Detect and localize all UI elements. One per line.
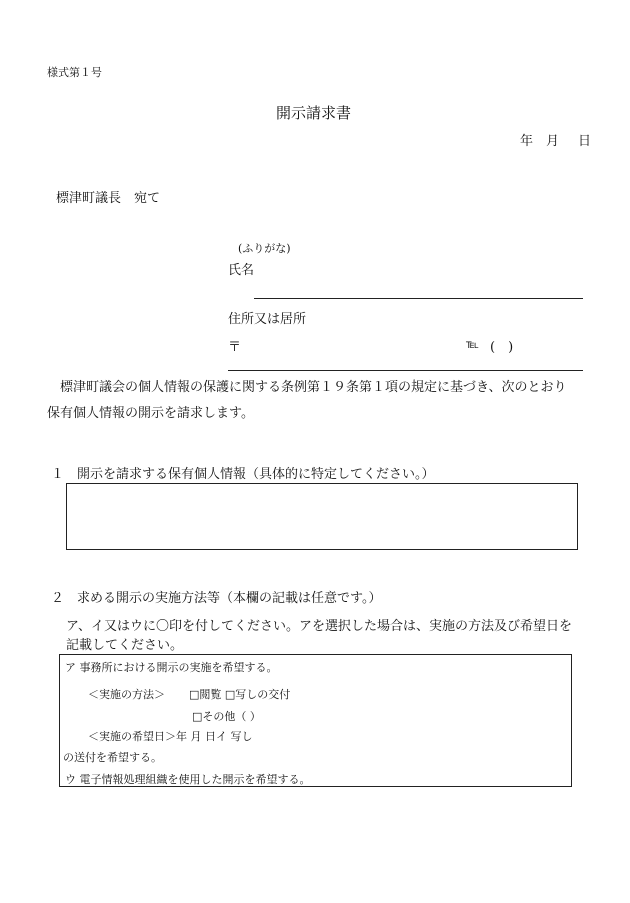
section1-input-box[interactable] xyxy=(66,483,578,550)
address-field-line[interactable] xyxy=(228,370,583,371)
option-a[interactable]: ア 事務所における開示の実施を希望する。 xyxy=(65,661,278,674)
method-label: ＜実施の方法＞ xyxy=(88,688,165,701)
page-title: 開示請求書 xyxy=(276,104,352,122)
section2-instruction-1: ア、イ又はウに〇印を付してください。アを選択した場合は、実施の方法及び希望日を xyxy=(66,619,572,634)
date-year: 年 xyxy=(520,134,534,149)
date-month: 月 xyxy=(546,134,560,149)
intro-line-1: 標津町議会の個人情報の保護に関する条例第１９条第１項の規定に基づき、次のとおり xyxy=(60,380,567,395)
section2-options-box xyxy=(59,654,572,787)
option-c[interactable]: ウ 電子情報処理組織を使用した開示を希望する。 xyxy=(65,773,311,786)
tel-parens: ( ) xyxy=(490,340,514,355)
furigana-label: (ふりがな) xyxy=(238,242,291,255)
name-field-line[interactable] xyxy=(254,298,583,299)
send-line: の送付を希望する。 xyxy=(63,751,162,764)
tel-label: ℡ xyxy=(466,337,479,351)
intro-line-2: 保有個人情報の開示を請求します。 xyxy=(47,406,254,421)
name-label: 氏名 xyxy=(228,263,255,278)
desired-date-line[interactable]: ＜実施の希望日＞年 月 日イ 写し xyxy=(88,730,253,743)
postal-mark: 〒 xyxy=(228,340,242,355)
addressee: 標津町議長 宛て xyxy=(56,191,161,206)
form-number: 様式第１号 xyxy=(47,66,102,79)
method-options-2[interactable]: □その他（ ） xyxy=(192,710,261,723)
section1-heading: １ 開示を請求する保有個人情報（具体的に特定してください。） xyxy=(51,467,435,482)
method-options-1[interactable]: □閲覧 □写しの交付 xyxy=(189,688,291,701)
section2-instruction-2: 記載してください。 xyxy=(66,638,184,653)
section2-heading: ２ 求める開示の実施方法等（本欄の記載は任意です。） xyxy=(51,591,382,606)
date-day: 日 xyxy=(578,134,592,149)
address-label: 住所又は居所 xyxy=(228,312,307,327)
